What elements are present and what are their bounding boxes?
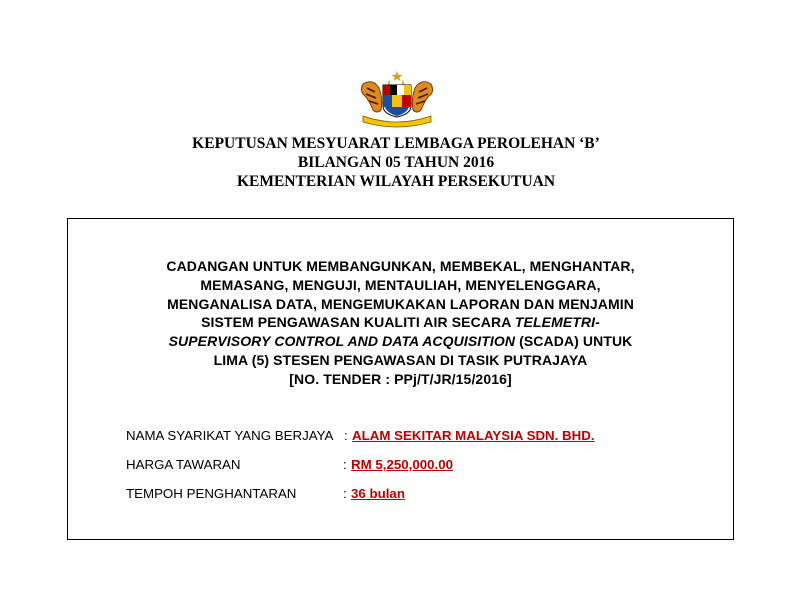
tender-title-line: MEMASANG, MENGUJI, MENTAULIAH, MENYELENGGARA, — [200, 276, 601, 293]
header-title: KEPUTUSAN MESYUARAT LEMBAGA PEROLEHAN ‘B’ — [192, 135, 600, 152]
tender-title-line: MENGANALISA DATA, MENGEMUKAKAN LAPORAN DAN MENJAMIN — [167, 295, 634, 312]
tender-title-line: SISTEM PENGAWASAN KUALITI AIR SECARA TELEMETRI- — [201, 314, 600, 331]
tender-title-line: SUPERVISORY CONTROL AND DATA ACQUISITION (SCADA) UNTUK — [168, 333, 633, 350]
coat-of-arms-icon — [355, 70, 439, 128]
header-ministry: KEMENTERIAN WILAYAH PERSEKUTUAN — [236, 173, 556, 190]
detail-colon: : — [343, 486, 347, 501]
tender-title — [68, 257, 733, 389]
detail-value-delivery: 36 bulan — [351, 486, 405, 501]
tender-title-line: LIMA (5) STESEN PENGAWASAN DI TASIK PUTRAJAYA — [213, 351, 588, 368]
tender-result-box — [67, 218, 734, 540]
document-header — [0, 134, 792, 191]
detail-label: HARGA TAWARAN — [126, 457, 241, 472]
detail-value-price: RM 5,250,000.00 — [351, 457, 454, 472]
detail-value-company: ALAM SEKITAR MALAYSIA SDN. BHD. — [352, 428, 595, 443]
detail-colon: : — [343, 457, 347, 472]
header-meeting-number: BILANGAN 05 TAHUN 2016 — [297, 154, 495, 171]
detail-colon: : — [344, 428, 348, 443]
detail-label: NAMA SYARIKAT YANG BERJAYA — [126, 428, 334, 443]
detail-label: TEMPOH PENGHANTARAN — [126, 486, 297, 501]
tender-title-line: CADANGAN UNTUK MEMBANGUNKAN, MEMBEKAL, MENGHANTAR, — [166, 258, 635, 274]
tender-number: [NO. TENDER : PPj/T/JR/15/2016] — [289, 370, 512, 387]
